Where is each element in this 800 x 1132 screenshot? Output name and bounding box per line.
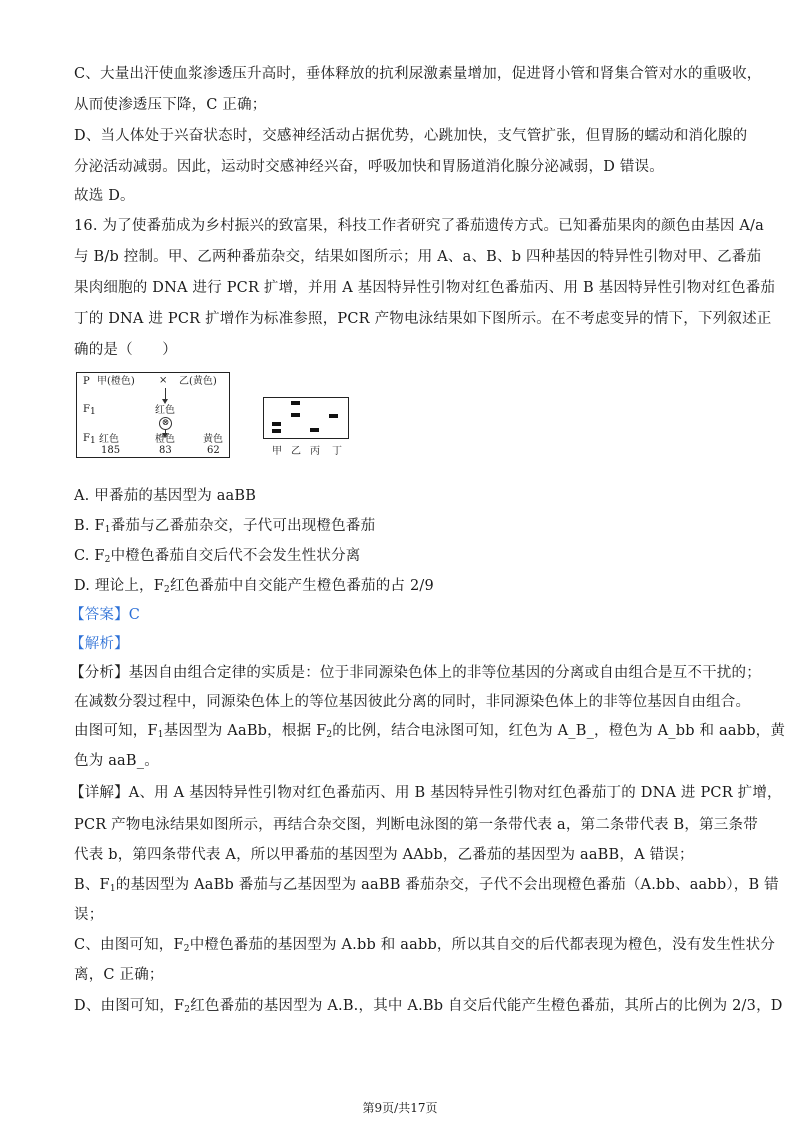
option-a: A. 甲番茄的基因型为 aaBB	[74, 488, 257, 504]
arrow-down-icon	[162, 399, 168, 404]
text-line: 故选 D。	[74, 188, 135, 204]
f2-red-count: 185	[101, 445, 121, 456]
text-line: 确的是（ ）	[74, 342, 177, 358]
gel-band	[272, 422, 281, 426]
parent-yi: 乙(黄色)	[179, 376, 217, 387]
gel-band	[272, 429, 281, 433]
option-c: C. $F_2$中橙色番茄自交后代不会发生性状分离	[74, 548, 361, 565]
detail-line: B、$F_1$的基因型为 AaBb 番茄与乙基因型为 aaBB 番茄杂交，子代不会出现橙色番茄（A.bb、aabb），B 错	[74, 877, 779, 894]
gel-band	[291, 413, 300, 417]
lane-bing: 丙	[310, 446, 320, 457]
gel-diagram	[263, 397, 349, 439]
detail-line: D、由图可知，$F_2$红色番茄的基因型为 A.B.，其中 A.Bb 自交后代能产生橙色番茄，其所占的比例为 2/3，D	[74, 998, 783, 1015]
selfing-icon: ⊗	[159, 417, 172, 430]
detail-line: 代表 b，第四条带代表 A，所以甲番茄的基因型为 AAbb，乙番茄的基因型为 aaBB，A 错误；	[74, 847, 694, 863]
gel-band	[310, 428, 319, 432]
text-line: 与 B/b 控制。甲、乙两种番茄杂交，结果如图所示；用 A、a、B、b 四种基因的特异性引物对甲、乙番茄	[74, 249, 762, 265]
f1-label: $F_1$	[83, 404, 96, 417]
page-footer: 第9页/共17页	[362, 1101, 438, 1115]
f2-label: $F_1$	[83, 433, 96, 446]
detail-line: 【详解】A、用 A 基因特异性引物对红色番茄丙、用 B 基因特异性引物对红色番茄丁的 DNA 进 PCR 扩增，	[70, 785, 782, 801]
lane-jia: 甲	[272, 446, 282, 457]
f1-phenotype: 红色	[155, 405, 175, 416]
text-line: 从而使渗透压下降，C 正确；	[74, 97, 267, 113]
f2-orange-count: 83	[159, 445, 172, 456]
text-line: D、当人体处于兴奋状态时，交感神经活动占据优势，心跳加快，支气管扩张，但胃肠的蠕动和消化腺的	[74, 128, 748, 144]
option-b: B. $F_1$番茄与乙番茄杂交，子代可出现橙色番茄	[74, 518, 376, 535]
parent-jia: 甲(橙色)	[97, 376, 135, 387]
lane-ding: 丁	[332, 446, 342, 457]
f2-orange: 橙色	[155, 434, 175, 445]
gel-band	[291, 401, 300, 405]
cross-diagram	[76, 372, 230, 458]
analysis-line: 由图可知，$F_1$基因型为 AaBb，根据 $F_2$的比例，结合电泳图可知，红色为 A_B_，橙色为 A_bb 和 aabb，黄	[74, 723, 786, 740]
analysis-line: 【分析】基因自由组合定律的实质是：位于非同源染色体上的非等位基因的分离或自由组合是互不干扰的；	[70, 665, 761, 681]
question-16-stem: 16. 为了使番茄成为乡村振兴的致富果，科技工作者研究了番茄遗传方式。已知番茄果肉的颜色由基因 A/a	[74, 218, 764, 234]
analysis-line: 色为 aaB_。	[74, 753, 159, 769]
cross-sign: ×	[159, 375, 168, 386]
text-line: C、大量出汗使血浆渗透压升高时，垂体释放的抗利尿激素量增加，促进肾小管和肾集合管对水的重吸收，	[74, 66, 762, 82]
text-line: 果肉细胞的 DNA 进行 PCR 扩增，并用 A 基因特异性引物对红色番茄丙、用 B 基因特异性引物对红色番茄	[74, 280, 776, 296]
detail-line: PCR 产物电泳结果如图所示，再结合杂交图，判断电泳图的第一条带代表 a，第二条带代表 B，第三条带	[74, 817, 758, 833]
analysis-heading: 【解析】	[70, 636, 129, 652]
f2-yellow-count: 62	[207, 445, 220, 456]
gel-band	[329, 414, 338, 418]
detail-line: C、由图可知，$F_2$中橙色番茄的基因型为 A.bb 和 aabb，所以其自交的后代都表现为橙色，没有发生性状分	[74, 937, 776, 954]
f2-yellow: 黄色	[203, 434, 223, 445]
p-label: P	[83, 376, 90, 387]
option-d: D. 理论上，$F_2$红色番茄中自交能产生橙色番茄的占 2/9	[74, 578, 434, 595]
f2-red: 红色	[99, 434, 119, 445]
text-line: 丁的 DNA 进 PCR 扩增作为标准参照，PCR 产物电泳结果如下图所示。在不考虑变异的情下，下列叙述正	[74, 311, 772, 327]
answer-label: 【答案】C	[70, 607, 141, 623]
text-line: 分泌活动减弱。因此，运动时交感神经兴奋，呼吸加快和胃肠道消化腺分泌减弱，D 错误。	[74, 159, 664, 175]
detail-line: 离，C 正确；	[74, 967, 164, 983]
detail-line: 误；	[74, 907, 104, 923]
analysis-line: 在减数分裂过程中，同源染色体上的等位基因彼此分离的同时，非同源染色体上的非等位基因自由组合。	[74, 694, 751, 710]
lane-yi: 乙	[291, 446, 301, 457]
